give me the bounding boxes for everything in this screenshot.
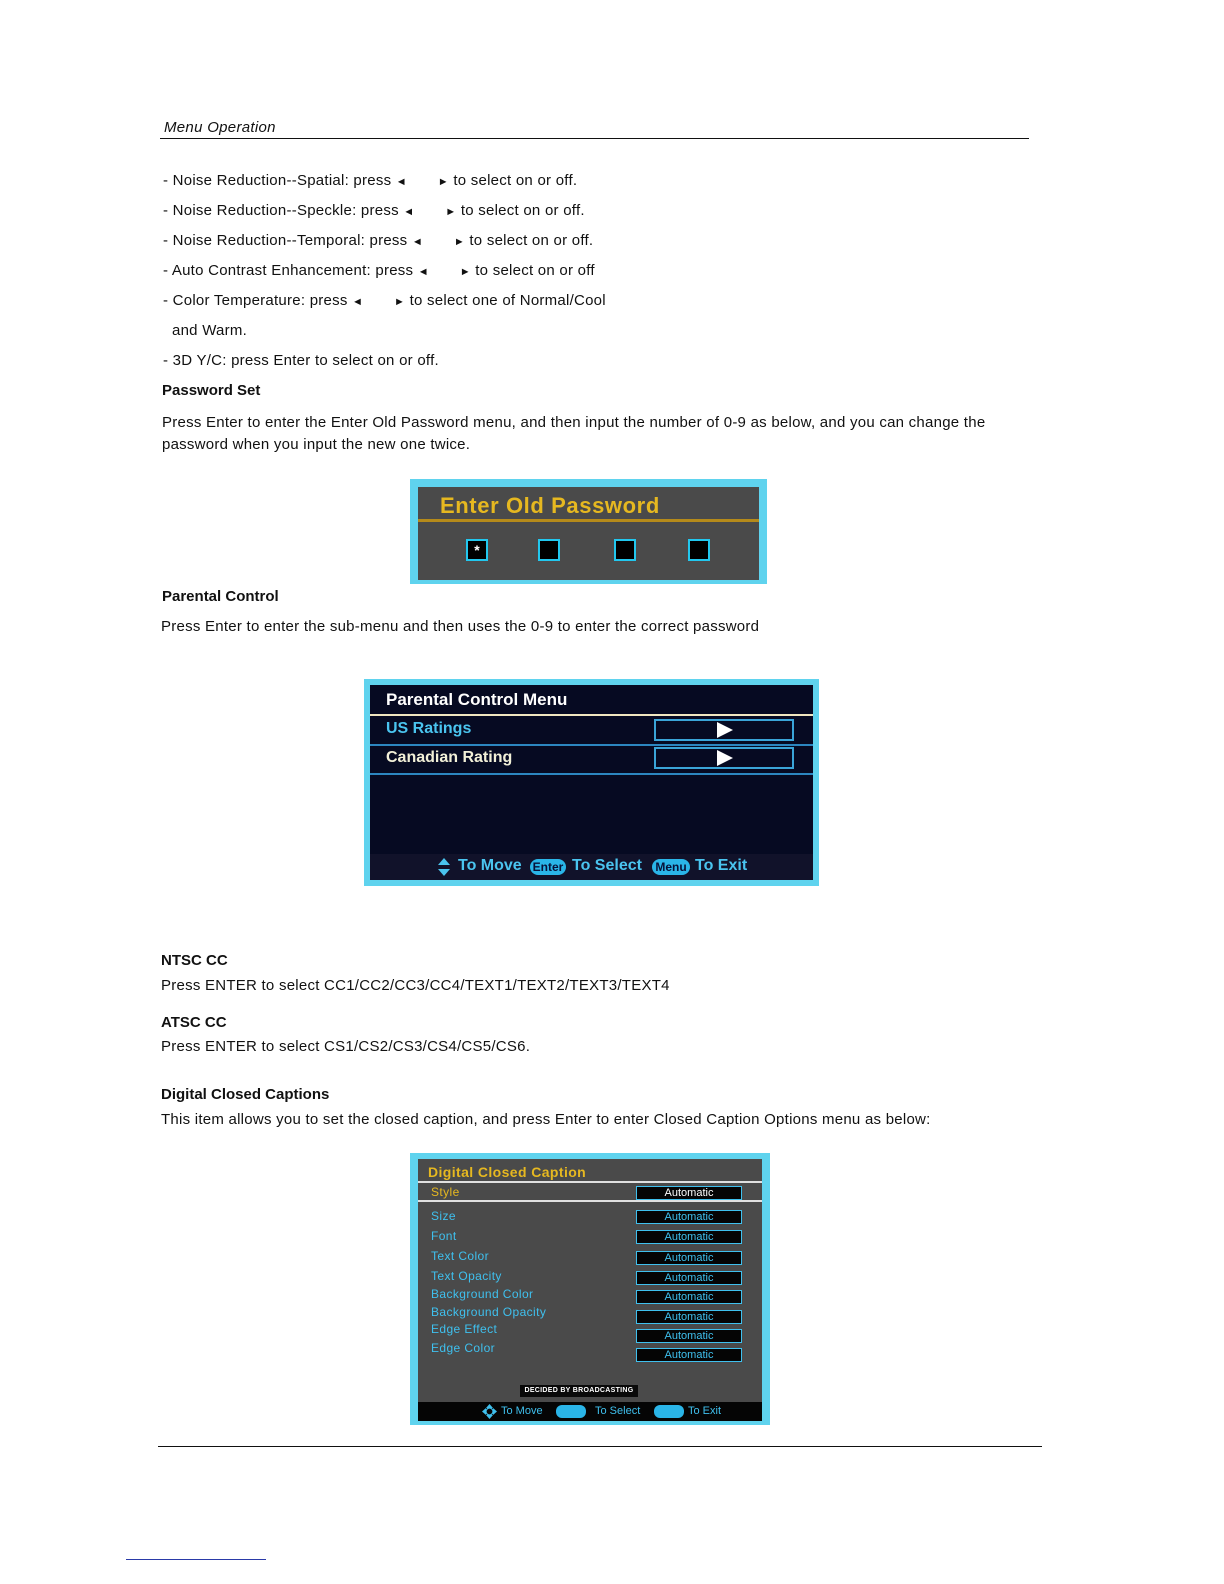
footer-exit-label: To Exit bbox=[688, 1405, 722, 1417]
bullet-text: to select on or off bbox=[475, 262, 595, 279]
play-arrow-icon bbox=[717, 722, 733, 738]
right-arrow-icon: ► bbox=[445, 206, 457, 218]
dc-label-edge-effect[interactable]: Edge Effect bbox=[431, 1322, 498, 1336]
us-ratings-enter-button[interactable] bbox=[654, 719, 794, 741]
bullet-3d-yc: - 3D Y/C: press Enter to select on or off. bbox=[163, 352, 439, 369]
title-divider bbox=[370, 714, 813, 716]
bullet-color-temp bbox=[163, 292, 606, 309]
menu-key-badge bbox=[654, 1405, 684, 1418]
dc-value-edge-effect[interactable]: Automatic bbox=[636, 1329, 742, 1343]
password-digit-1[interactable]: * bbox=[466, 539, 488, 561]
four-way-arrow-icon bbox=[482, 1404, 497, 1419]
password-screen-title: Enter Old Password bbox=[440, 493, 660, 518]
dc-label-font[interactable]: Font bbox=[431, 1229, 457, 1243]
dc-value-text-opacity[interactable]: Automatic bbox=[636, 1271, 742, 1285]
password-set-body-line2: password when you input the new one twice. bbox=[162, 436, 471, 453]
dc-label-background-opacity[interactable]: Background Opacity bbox=[431, 1305, 547, 1319]
bullet-text: - Color Temperature: press bbox=[163, 292, 348, 309]
decided-by-broadcasting-note: DECIDED BY BROADCASTING bbox=[520, 1385, 638, 1397]
left-arrow-icon: ◄ bbox=[417, 266, 429, 278]
menu-item-us-ratings[interactable]: US Ratings bbox=[386, 720, 472, 737]
title-divider bbox=[418, 1181, 762, 1183]
canadian-rating-enter-button[interactable] bbox=[654, 747, 794, 769]
left-arrow-icon: ◄ bbox=[411, 236, 423, 248]
password-set-heading: Password Set bbox=[162, 382, 261, 399]
style-row-divider bbox=[418, 1200, 762, 1202]
header-rule bbox=[160, 138, 1029, 139]
enter-old-password-screen bbox=[410, 479, 767, 584]
parental-control-heading: Parental Control bbox=[162, 588, 279, 605]
atsc-cc-heading: ATSC CC bbox=[161, 1014, 227, 1031]
menu-item-canadian-rating[interactable]: Canadian Rating bbox=[386, 749, 513, 766]
dc-label-edge-color[interactable]: Edge Color bbox=[431, 1341, 496, 1355]
dc-value-background-opacity[interactable]: Automatic bbox=[636, 1310, 742, 1324]
password-digit-3[interactable] bbox=[614, 539, 636, 561]
dc-value-size[interactable]: Automatic bbox=[636, 1210, 742, 1224]
section-header: Menu Operation bbox=[164, 119, 276, 136]
title-divider bbox=[418, 519, 759, 522]
password-digit-2[interactable] bbox=[538, 539, 560, 561]
menu-key-badge: Menu bbox=[652, 859, 690, 875]
digital-closed-caption-screen bbox=[410, 1153, 770, 1425]
parental-control-screen bbox=[364, 679, 819, 886]
bullet-auto-contrast bbox=[163, 262, 595, 279]
password-panel bbox=[418, 487, 759, 580]
dc-value-background-color[interactable]: Automatic bbox=[636, 1290, 742, 1304]
bullet-text: - Auto Contrast Enhancement: press bbox=[163, 262, 414, 279]
password-set-body-line1: Press Enter to enter the Enter Old Password menu, and then input the number of 0-9 as below, and you can change the bbox=[162, 414, 986, 431]
dc-value-text-color[interactable]: Automatic bbox=[636, 1251, 742, 1265]
atsc-cc-body: Press ENTER to select CS1/CS2/CS3/CS4/CS5/CS6. bbox=[161, 1038, 531, 1055]
bullet-text: to select one of Normal/Cool bbox=[409, 292, 606, 309]
right-arrow-icon: ► bbox=[459, 266, 471, 278]
enter-key-badge bbox=[556, 1405, 586, 1418]
ntsc-cc-heading: NTSC CC bbox=[161, 952, 228, 969]
dc-value-edge-color[interactable]: Automatic bbox=[636, 1348, 742, 1362]
right-arrow-icon: ► bbox=[453, 236, 465, 248]
dc-label-text-opacity[interactable]: Text Opacity bbox=[431, 1269, 502, 1283]
page-link-underline bbox=[126, 1559, 266, 1560]
item-divider bbox=[370, 773, 813, 775]
digital-cc-body: This item allows you to set the closed caption, and press Enter to enter Closed Caption Options menu as below: bbox=[161, 1111, 931, 1128]
enter-key-badge: Enter bbox=[530, 859, 566, 875]
digital-cc-title: Digital Closed Caption bbox=[428, 1164, 587, 1180]
dc-label-style[interactable]: Style bbox=[431, 1185, 460, 1199]
password-digit-4[interactable] bbox=[688, 539, 710, 561]
bullet-text: - Noise Reduction--Temporal: press bbox=[163, 232, 408, 249]
bullet-text: - Noise Reduction--Speckle: press bbox=[163, 202, 399, 219]
footer-select-label: To Select bbox=[595, 1405, 641, 1417]
right-arrow-icon: ► bbox=[437, 176, 449, 188]
footer-move-label: To Move bbox=[458, 857, 522, 874]
parental-control-footer bbox=[370, 854, 813, 880]
parental-control-title: Parental Control Menu bbox=[386, 690, 568, 709]
parental-control-body: Press Enter to enter the sub-menu and then uses the 0-9 to enter the correct password bbox=[161, 618, 760, 635]
play-arrow-icon bbox=[717, 750, 733, 766]
bullet-text: - Noise Reduction--Spatial: press bbox=[163, 172, 392, 189]
footer-move-label: To Move bbox=[501, 1405, 543, 1417]
footer-rule bbox=[158, 1446, 1042, 1447]
bullet-spatial bbox=[163, 172, 577, 189]
dc-label-background-color[interactable]: Background Color bbox=[431, 1287, 534, 1301]
bullet-text: to select on or off. bbox=[469, 232, 594, 249]
bullet-text: to select on or off. bbox=[460, 202, 585, 219]
parental-control-panel bbox=[370, 685, 813, 880]
dc-value-style[interactable]: Automatic bbox=[636, 1186, 742, 1200]
bullet-continuation: and Warm. bbox=[172, 322, 248, 339]
left-arrow-icon: ◄ bbox=[403, 206, 415, 218]
digital-cc-panel bbox=[418, 1159, 762, 1421]
right-arrow-icon: ► bbox=[394, 296, 406, 308]
bullet-speckle bbox=[163, 202, 585, 219]
dc-label-text-color[interactable]: Text Color bbox=[431, 1249, 490, 1263]
digital-cc-footer bbox=[418, 1402, 762, 1421]
item-divider bbox=[370, 744, 813, 746]
dc-value-font[interactable]: Automatic bbox=[636, 1230, 742, 1244]
digital-cc-heading: Digital Closed Captions bbox=[161, 1086, 330, 1103]
bullet-text: to select on or off. bbox=[453, 172, 578, 189]
left-arrow-icon: ◄ bbox=[352, 296, 364, 308]
up-down-arrow-icon bbox=[438, 858, 450, 876]
bullet-temporal bbox=[163, 232, 593, 249]
footer-exit-label: To Exit bbox=[695, 857, 748, 874]
dc-label-size[interactable]: Size bbox=[431, 1209, 456, 1223]
left-arrow-icon: ◄ bbox=[395, 176, 407, 188]
footer-select-label: To Select bbox=[572, 857, 642, 874]
ntsc-cc-body: Press ENTER to select CC1/CC2/CC3/CC4/TEXT1/TEXT2/TEXT3/TEXT4 bbox=[161, 977, 670, 994]
